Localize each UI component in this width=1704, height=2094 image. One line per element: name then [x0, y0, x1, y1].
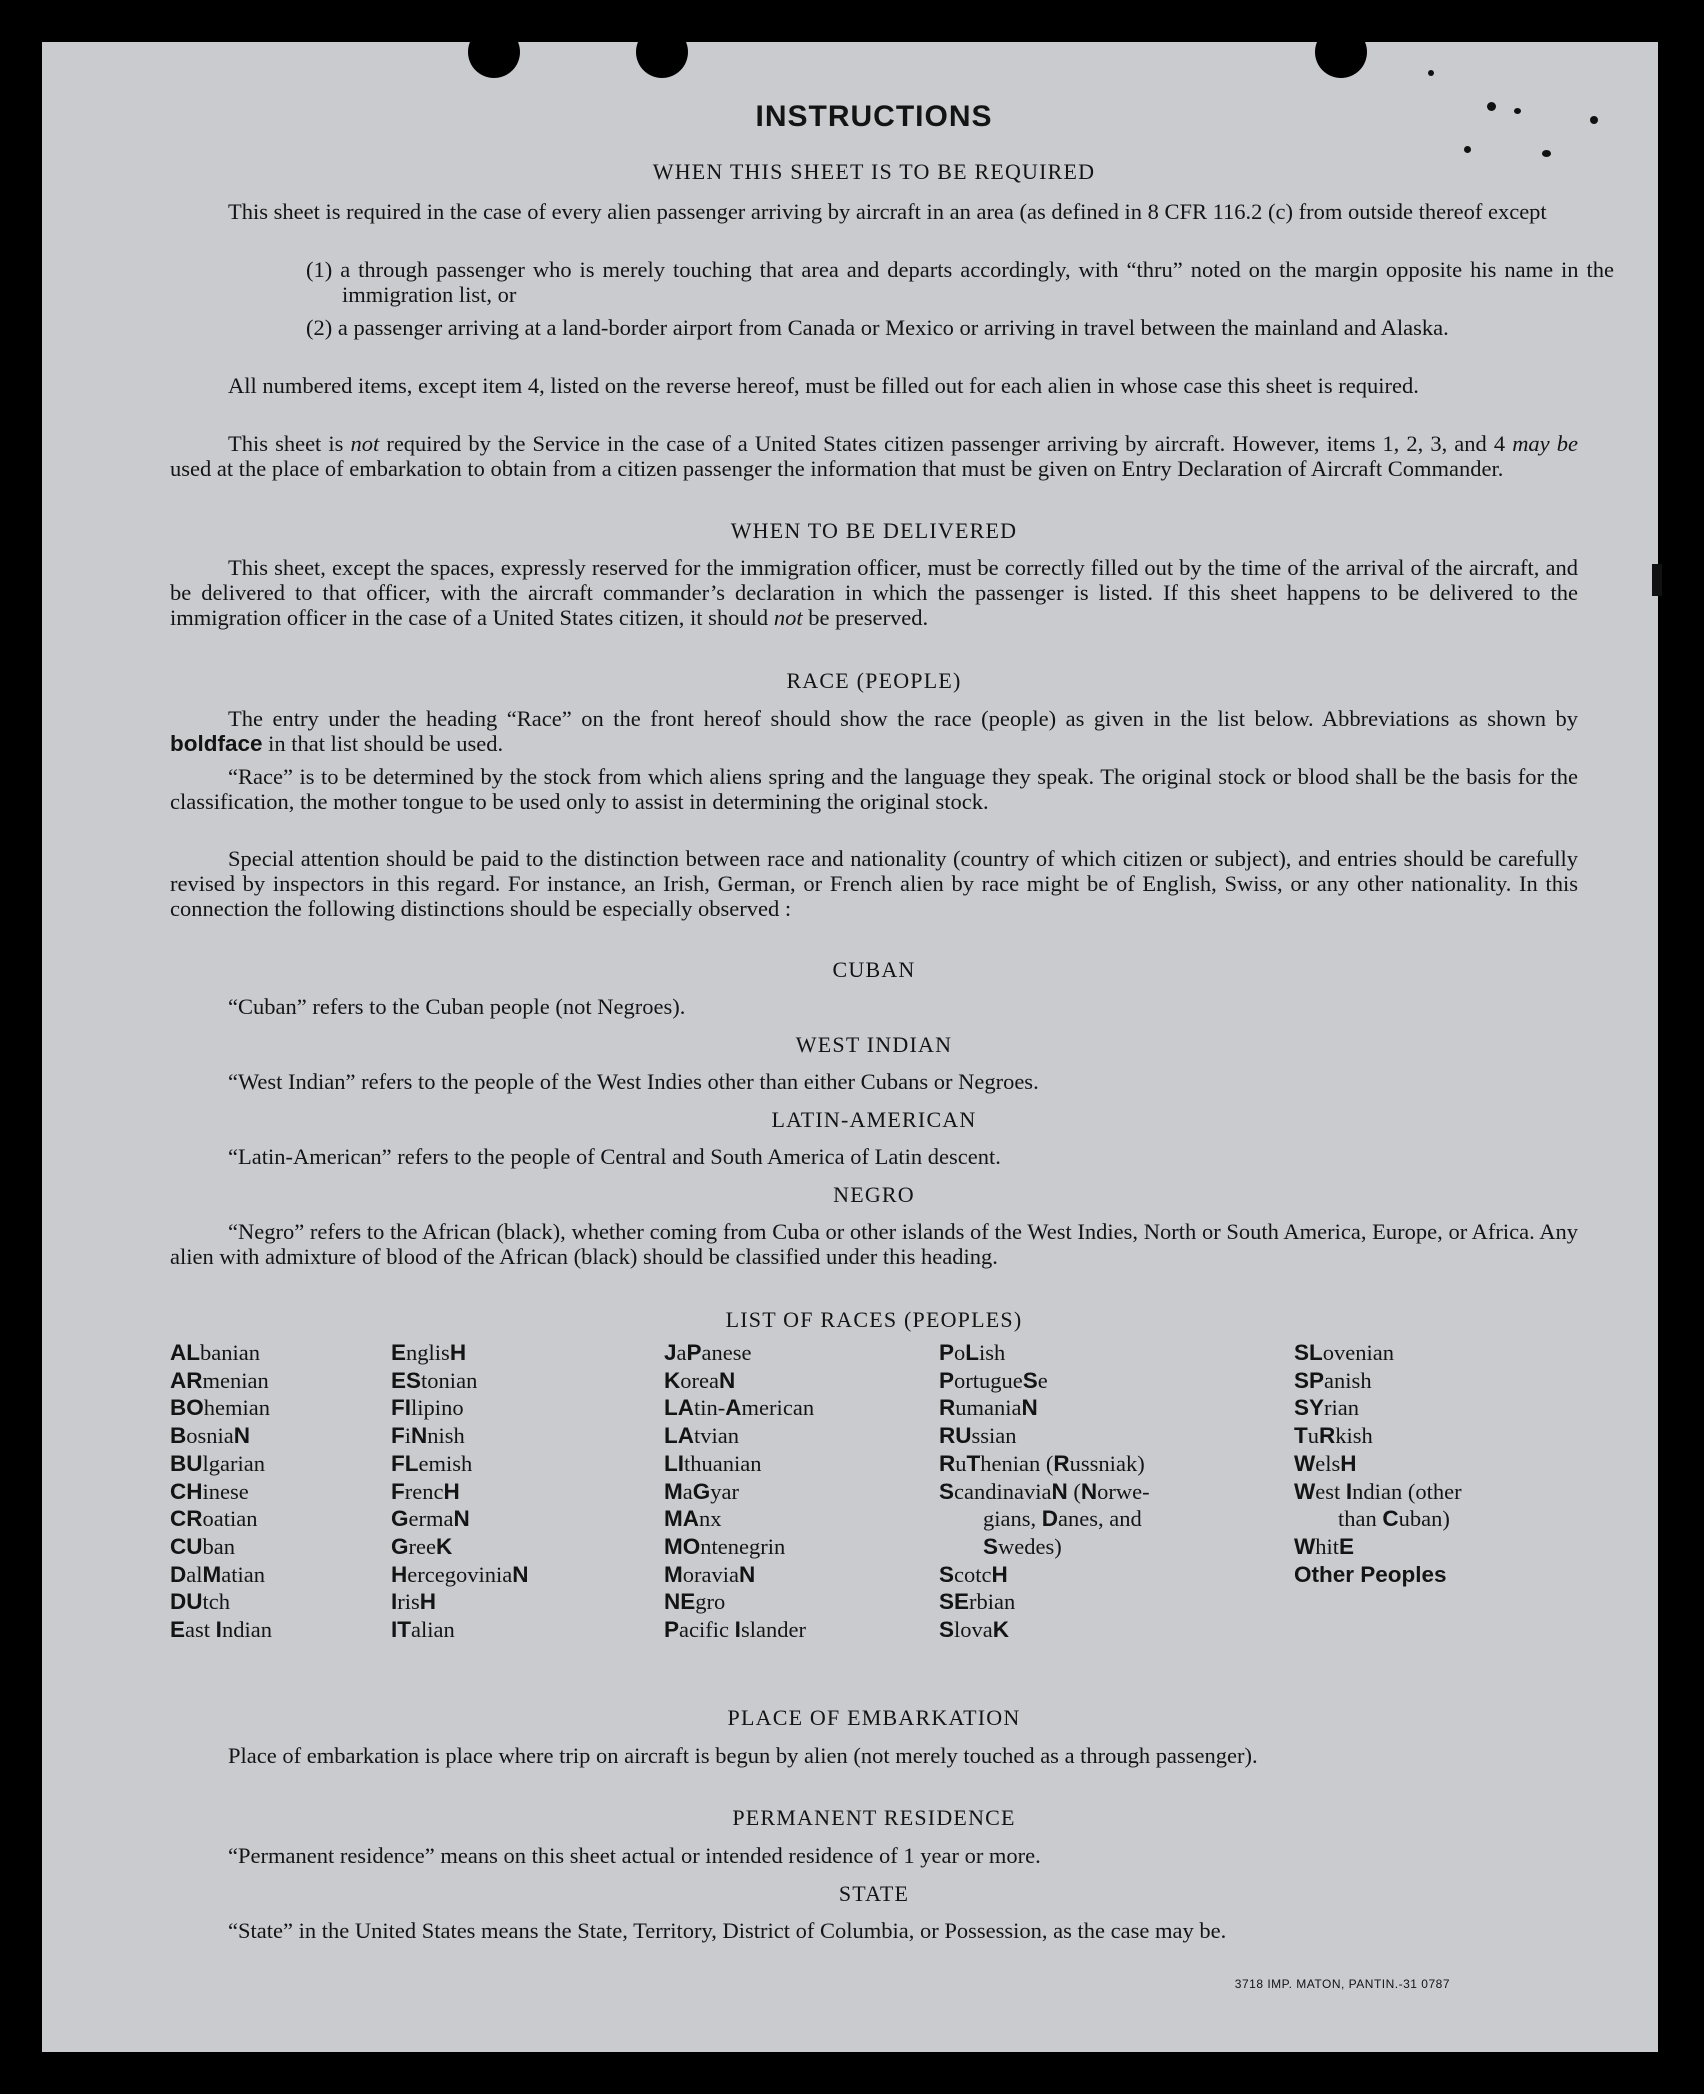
race-entry: RuThenian (Russniak)	[939, 1450, 1145, 1476]
race-entry: Pacific Islander	[664, 1617, 806, 1643]
race-entry: West Indian (other	[1294, 1478, 1462, 1504]
paragraph: “State” in the United States means the State, Territory, District of Columbia, or Possession, as the case may be.	[228, 1918, 1227, 1943]
race-entry: Other Peoples	[1294, 1561, 1447, 1587]
race-entry: PortugueSe	[939, 1367, 1048, 1393]
race-entry: PoLish	[939, 1340, 1006, 1365]
ink-speck	[1542, 150, 1551, 157]
race-entry: CHinese	[170, 1478, 249, 1504]
punch-hole	[468, 26, 520, 78]
race-entry: LAtin-American	[664, 1395, 815, 1421]
paragraph: The entry under the heading “Race” on the front hereof should show the race (people) as given in the list below. Abbreviations as shown by boldface in that list should be used.	[170, 706, 1578, 756]
ink-speck	[1428, 70, 1434, 76]
race-entry: DUtch	[170, 1589, 231, 1615]
paragraph: This sheet, except the spaces, expressly reserved for the immigration officer, must be correctly filled out by the time of the arrival of the aircraft, and be delivered to that officer, with the aircraft commander’s declaration in which the passenger is listed. If this sheet happens to be delivered to the immigration officer in the case of a United States citizen, it should not be preserved.	[170, 555, 1578, 630]
document-sheet	[42, 42, 1658, 2052]
section-heading: NEGRO	[833, 1182, 915, 1207]
race-entry: HercegoviniaN	[391, 1561, 529, 1587]
list-item: (1) a through passenger who is merely touching that area and departs accordingly, with “thru” noted on the margin opposite his name in the immigration list, or	[306, 257, 1614, 307]
punch-hole	[636, 26, 688, 78]
race-column	[1294, 1339, 1594, 1588]
paragraph: “West Indian” refers to the people of the West Indies other than either Cubans or Negroes.	[228, 1069, 1039, 1094]
race-entry: EStonian	[391, 1367, 478, 1393]
section-heading: PERMANENT RESIDENCE	[732, 1805, 1016, 1830]
section-heading: WHEN THIS SHEET IS TO BE REQUIRED	[652, 159, 1096, 184]
race-entry: FLemish	[391, 1450, 473, 1476]
race-entry: ITalian	[391, 1617, 455, 1643]
ink-speck	[1590, 116, 1598, 124]
paragraph: “Permanent residence” means on this sheet actual or intended residence of 1 year or more.	[228, 1843, 1041, 1868]
race-entry: DalMatian	[170, 1561, 266, 1587]
race-entry: SLovenian	[1294, 1340, 1395, 1365]
paragraph: This sheet is required in the case of every alien passenger arriving by aircraft in an area (as defined in 8 CFR 116.2 (c) from outside thereof except	[228, 199, 1547, 224]
list-item: (2) a passenger arriving at a land-border airport from Canada or Mexico or arriving in travel between the mainland and Alaska.	[306, 315, 1449, 340]
race-column	[939, 1339, 1150, 1644]
race-entry: GreeK	[391, 1533, 453, 1559]
race-entry: than Cuban)	[1338, 1506, 1450, 1532]
race-entry: Swedes)	[983, 1533, 1062, 1559]
race-entry: LIthuanian	[664, 1450, 762, 1476]
race-entry: BosniaN	[170, 1423, 251, 1449]
paragraph: This sheet is not required by the Service in the case of a United States citizen passenger arriving by aircraft. However, items 1, 2, 3, and 4 may be used at the place of embarkation to obtain from a citizen passenger the information that must be given on Entry Declaration of Aircraft Commander.	[170, 431, 1578, 481]
paragraph: “Cuban” refers to the Cuban people (not Negroes).	[228, 994, 686, 1019]
section-heading: STATE	[838, 1881, 910, 1906]
race-entry: SPanish	[1294, 1367, 1372, 1393]
race-entry: LAtvian	[664, 1423, 740, 1449]
section-heading: LIST OF RACES (PEOPLES)	[725, 1307, 1023, 1332]
race-entry: FiNnish	[391, 1423, 465, 1449]
section-heading: RACE (PEOPLE)	[786, 668, 962, 693]
race-entry: BOhemian	[170, 1395, 271, 1421]
page-title: INSTRUCTIONS	[755, 100, 993, 133]
race-entry: WhitE	[1294, 1533, 1355, 1559]
race-entry: RUssian	[939, 1423, 1017, 1449]
race-entry: ScandinaviaN (Norwe-	[939, 1478, 1150, 1504]
paragraph: Place of embarkation is place where trip on aircraft is begun by alien (not merely touched as a through passenger).	[228, 1743, 1258, 1768]
paragraph: All numbered items, except item 4, listed on the reverse hereof, must be filled out for each alien in whose case this sheet is required.	[228, 373, 1419, 398]
paragraph: “Negro” refers to the African (black), whether coming from Cuba or other islands of the West Indies, North or South America, Europe, or Africa. Any alien with admixture of blood of the African (black) should be classified under this heading.	[170, 1219, 1578, 1269]
race-entry: SlovaK	[939, 1617, 1010, 1643]
section-heading: WEST INDIAN	[795, 1032, 953, 1057]
race-entry: East Indian	[170, 1617, 272, 1643]
race-entry: gians, Danes, and	[983, 1506, 1142, 1532]
race-entry: EnglisH	[391, 1340, 467, 1365]
section-heading: WHEN TO BE DELIVERED	[730, 518, 1018, 543]
punch-hole	[1315, 26, 1367, 78]
section-heading: PLACE OF EMBARKATION	[727, 1705, 1021, 1730]
race-entry: FIlipino	[391, 1395, 464, 1421]
race-entry: IrisH	[391, 1589, 437, 1615]
race-entry: MoraviaN	[664, 1561, 756, 1587]
race-column	[391, 1339, 529, 1644]
race-entry: RumaniaN	[939, 1395, 1038, 1421]
race-entry: GermaN	[391, 1506, 470, 1532]
race-entry: TuRkish	[1294, 1423, 1373, 1449]
printer-imprint: 3718 IMP. MATON, PANTIN.-31 0787	[1234, 1977, 1450, 1991]
ink-speck	[1464, 146, 1471, 153]
race-entry: ALbanian	[170, 1340, 261, 1365]
race-entry: MOntenegrin	[664, 1533, 786, 1559]
paragraph: Special attention should be paid to the distinction between race and nationality (country of which citizen or subject), and entries should be carefully revised by inspectors in this regard. For instance, an Irish, German, or French alien by race might be of English, Swiss, or any other nationality. In this connection the following distinctions should be especially observed :	[170, 846, 1578, 921]
paragraph: “Latin-American” refers to the people of Central and South America of Latin descent.	[228, 1144, 1001, 1169]
race-entry: CUban	[170, 1533, 235, 1559]
race-entry: KoreaN	[664, 1367, 736, 1393]
race-entry: FrencH	[391, 1478, 460, 1504]
race-entry: SErbian	[939, 1589, 1016, 1615]
ink-speck	[1652, 564, 1662, 596]
paragraph: “Race” is to be determined by the stock from which aliens spring and the language they speak. The original stock or blood shall be the basis for the classification, the mother tongue to be used only to assist in determining the original stock.	[170, 764, 1578, 814]
race-entry: SYrian	[1294, 1395, 1360, 1421]
race-entry: MAnx	[664, 1506, 722, 1532]
race-entry: BUlgarian	[170, 1450, 266, 1476]
race-entry: ARmenian	[170, 1367, 269, 1393]
race-column	[664, 1339, 814, 1644]
section-heading: LATIN-AMERICAN	[771, 1107, 977, 1132]
race-column	[170, 1339, 272, 1644]
race-entry: NEgro	[664, 1589, 726, 1615]
race-entry: WelsH	[1294, 1450, 1357, 1476]
race-entry: CRoatian	[170, 1506, 258, 1532]
race-entry: MaGyar	[664, 1478, 740, 1504]
race-entry: JaPanese	[664, 1340, 752, 1365]
section-heading: CUBAN	[832, 957, 916, 982]
race-entry: ScotcH	[939, 1561, 1008, 1587]
